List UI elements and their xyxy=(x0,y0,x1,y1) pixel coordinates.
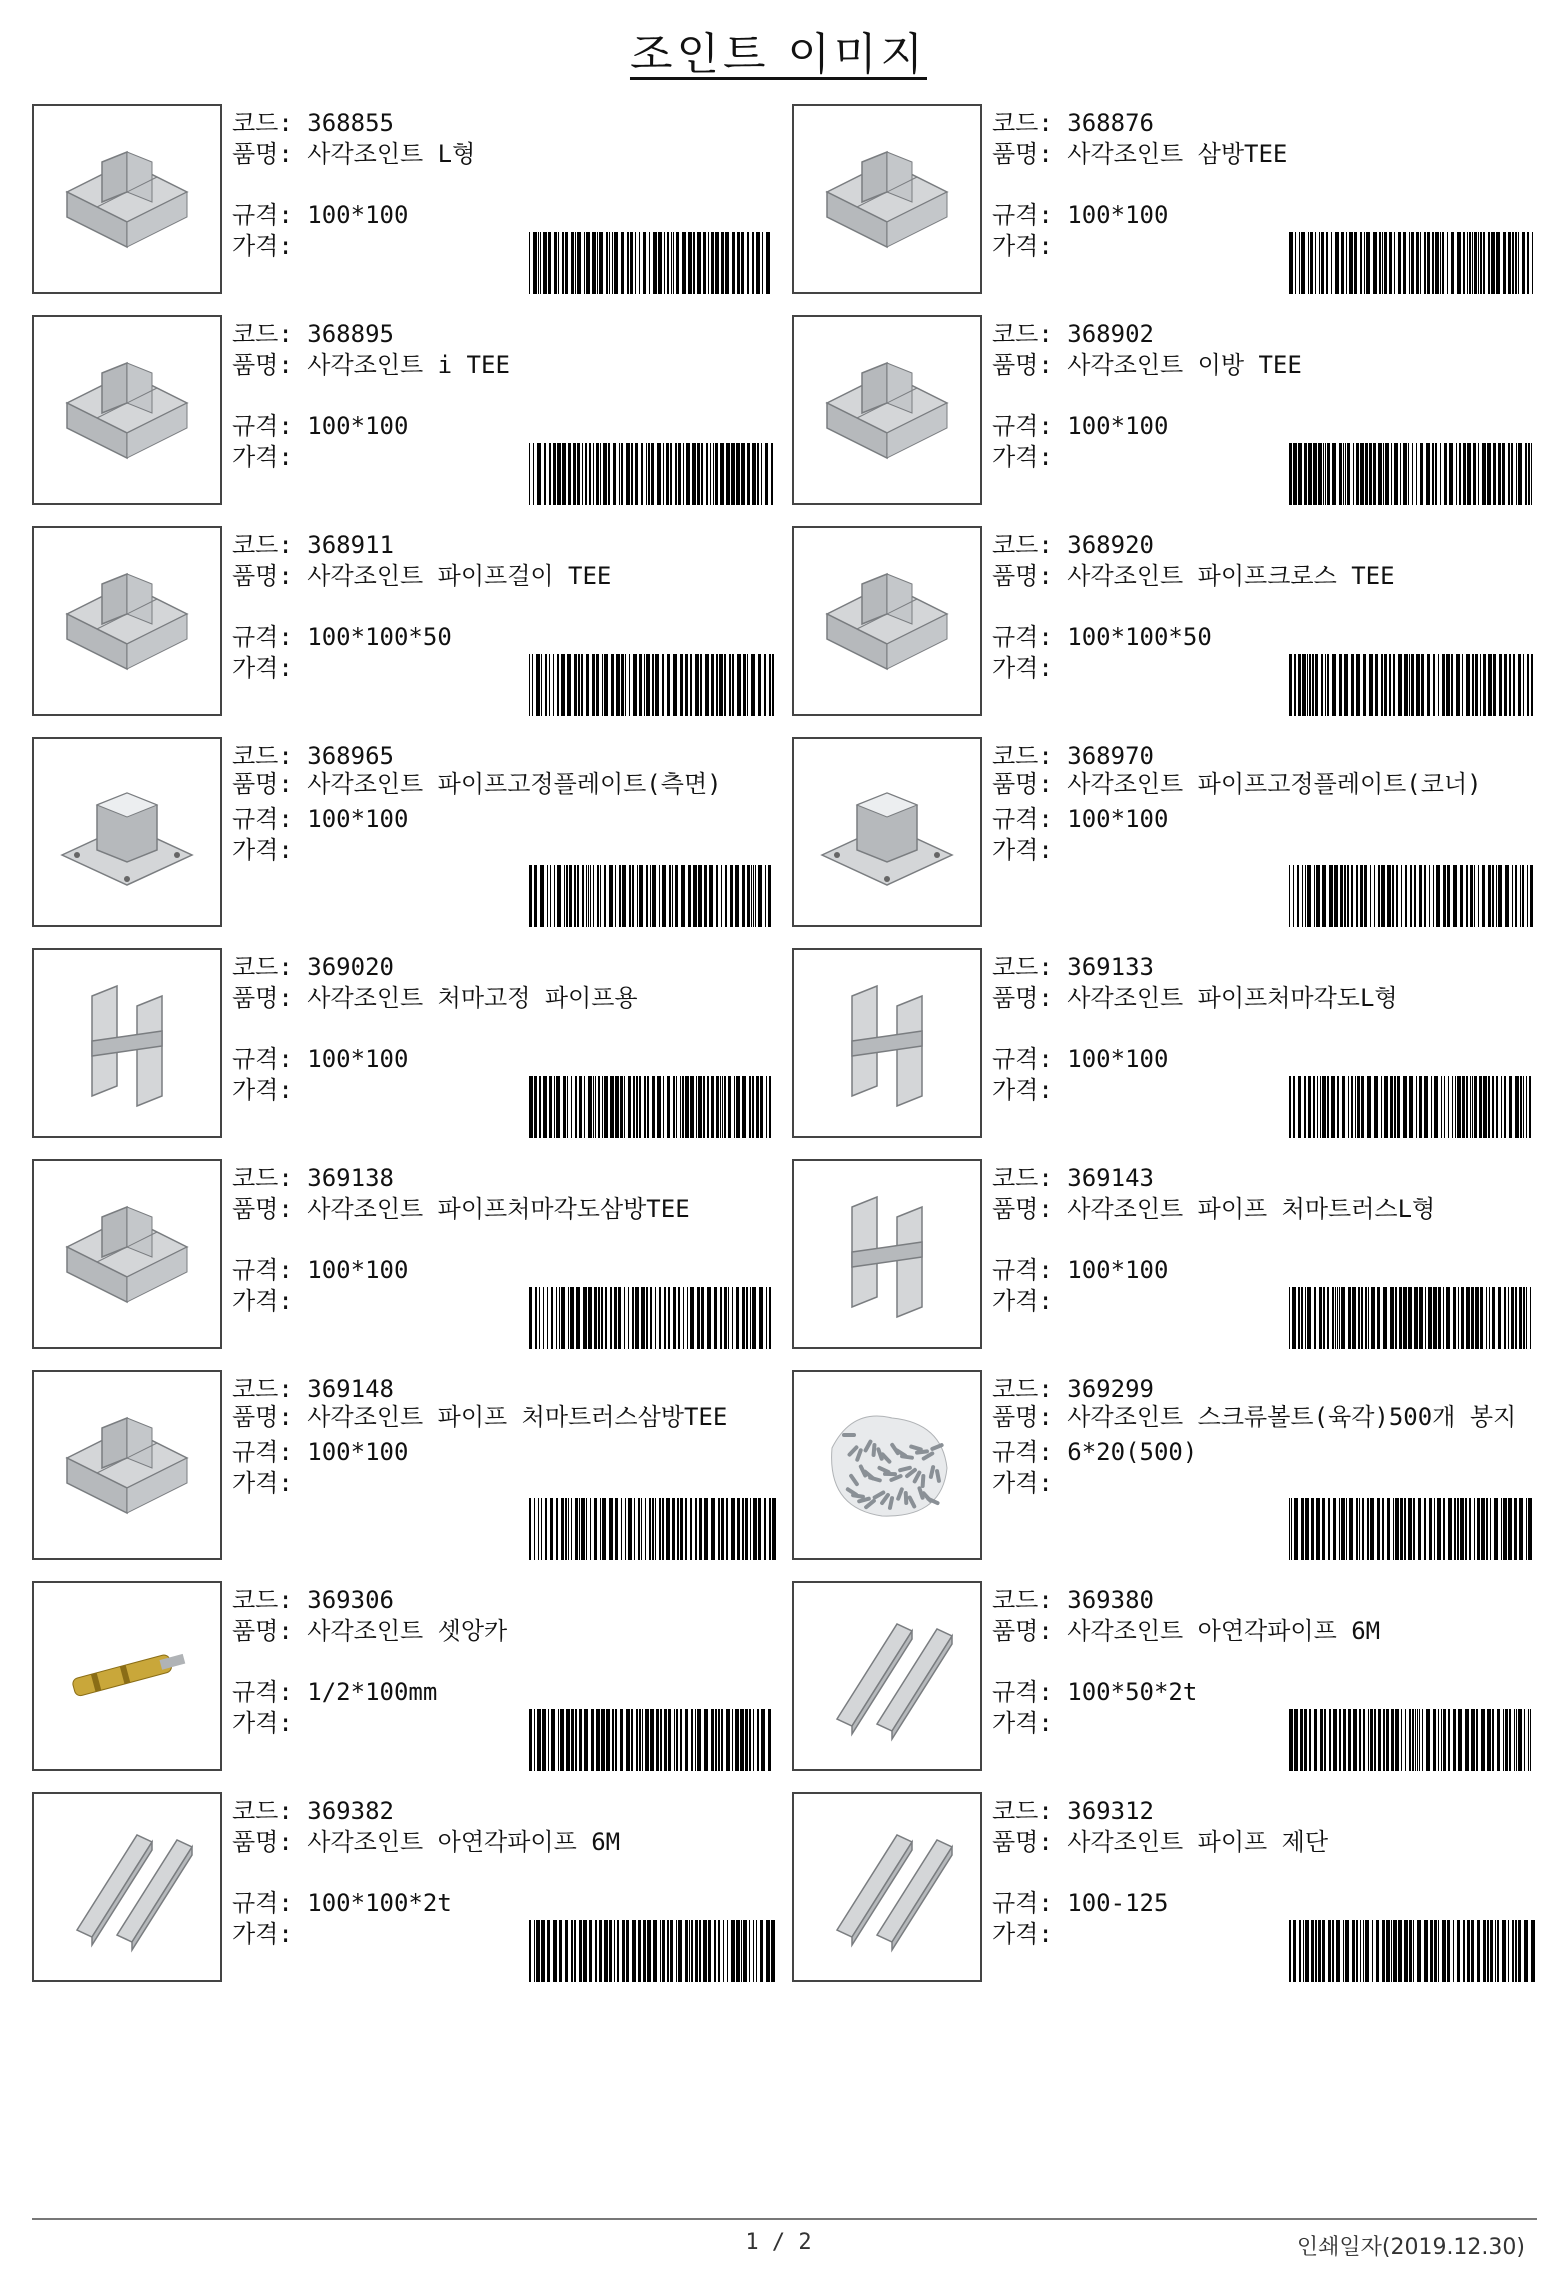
name-value: 사각조인트 파이프 처마트러스L형 xyxy=(1067,1195,1436,1223)
code-value: 368965 xyxy=(307,742,394,770)
spec-label: 규격: xyxy=(992,1438,1053,1466)
name-label: 품명: xyxy=(992,1828,1053,1856)
name-value: 사각조인트 파이프 제단 xyxy=(1067,1828,1329,1856)
spec-row xyxy=(992,1888,1537,1919)
product-card xyxy=(32,1370,777,1562)
set-anchor-icon xyxy=(52,1599,202,1753)
name-value: 사각조인트 셋앙카 xyxy=(307,1617,508,1645)
price-label: 가격: xyxy=(992,1287,1053,1315)
spec-value: 100-125 xyxy=(1067,1889,1169,1917)
spec-row xyxy=(232,1677,777,1708)
product-card xyxy=(792,315,1537,507)
footer-divider xyxy=(32,2218,1537,2220)
spec-label: 규격: xyxy=(232,1438,293,1466)
name-row xyxy=(232,983,777,1014)
product-image xyxy=(32,315,222,505)
price-label: 가격: xyxy=(232,836,293,864)
barcode xyxy=(1287,1287,1537,1349)
name-value: 사각조인트 처마고정 파이프용 xyxy=(307,984,638,1012)
name-row xyxy=(992,1405,1537,1429)
name-row xyxy=(232,1405,777,1429)
spec-label: 규격: xyxy=(992,1256,1053,1284)
screw-bag-icon xyxy=(812,1388,962,1542)
spec-row xyxy=(232,1437,777,1468)
code-value: 369133 xyxy=(1067,953,1154,981)
name-value: 사각조인트 파이프걸이 TEE xyxy=(307,562,612,590)
name-row xyxy=(232,561,777,592)
code-row xyxy=(992,1374,1537,1405)
spec-row xyxy=(992,200,1537,231)
price-label: 가격: xyxy=(232,1920,293,1948)
spec-row xyxy=(232,200,777,231)
spec-row xyxy=(232,1888,777,1919)
code-row xyxy=(992,530,1537,561)
price-row xyxy=(992,835,1537,866)
name-label: 품명: xyxy=(232,351,293,379)
spec-label: 규격: xyxy=(232,1678,293,1706)
three-way-tee-icon xyxy=(812,122,962,276)
name-label: 품명: xyxy=(232,770,293,798)
barcode xyxy=(527,1498,777,1560)
price-label: 가격: xyxy=(232,1469,293,1497)
spec-label: 규격: xyxy=(992,805,1053,833)
product-card xyxy=(32,315,777,507)
product-image xyxy=(792,1581,982,1771)
name-value: 사각조인트 이방 TEE xyxy=(1067,351,1302,379)
name-row xyxy=(232,139,777,170)
name-row xyxy=(232,772,777,796)
name-label: 품명: xyxy=(992,351,1053,379)
spec-value: 100*100*50 xyxy=(1067,623,1212,651)
name-value: 사각조인트 L형 xyxy=(307,140,476,168)
code-value: 368970 xyxy=(1067,742,1154,770)
spec-value: 100*100 xyxy=(307,201,409,229)
code-label: 코드: xyxy=(232,1164,293,1192)
code-label: 코드: xyxy=(992,1164,1053,1192)
spec-value: 6*20(500) xyxy=(1067,1438,1198,1466)
code-value: 369299 xyxy=(1067,1375,1154,1403)
name-value: 사각조인트 아연각파이프 6M xyxy=(1067,1617,1381,1645)
code-label: 코드: xyxy=(232,320,293,348)
name-value: 사각조인트 파이프크로스 TEE xyxy=(1067,562,1395,590)
barcode xyxy=(527,232,777,294)
spec-label: 규격: xyxy=(232,412,293,440)
name-row xyxy=(992,772,1537,796)
product-image xyxy=(792,526,982,716)
spec-label: 규격: xyxy=(232,1045,293,1073)
spec-row xyxy=(232,411,777,442)
name-row xyxy=(992,1827,1537,1858)
spec-label: 규격: xyxy=(232,1889,293,1917)
price-label: 가격: xyxy=(992,836,1053,864)
spec-row xyxy=(232,1044,777,1075)
name-value: 사각조인트 파이프고정플레이트(코너) xyxy=(1067,770,1482,798)
name-row xyxy=(992,1616,1537,1647)
l-joint-icon xyxy=(52,122,202,276)
barcode xyxy=(527,1709,777,1771)
code-row xyxy=(232,530,777,561)
code-row xyxy=(232,741,777,772)
name-label: 품명: xyxy=(992,140,1053,168)
spec-value: 100*50*2t xyxy=(1067,1678,1198,1706)
barcode xyxy=(1287,654,1537,716)
code-row xyxy=(232,1796,777,1827)
product-image xyxy=(32,104,222,294)
spec-value: 100*100 xyxy=(1067,1256,1169,1284)
spec-value: 1/2*100mm xyxy=(307,1678,438,1706)
page-title: 조인트 이미지 xyxy=(629,29,927,80)
code-label: 코드: xyxy=(992,1586,1053,1614)
barcode xyxy=(1287,1920,1537,1982)
price-label: 가격: xyxy=(232,443,293,471)
product-card xyxy=(792,948,1537,1140)
name-label: 품명: xyxy=(232,1195,293,1223)
code-value: 368895 xyxy=(307,320,394,348)
page-number: 1 / 2 xyxy=(745,2230,812,2255)
name-label: 품명: xyxy=(992,1403,1053,1431)
product-card xyxy=(792,526,1537,718)
price-label: 가격: xyxy=(992,1709,1053,1737)
price-label: 가격: xyxy=(232,1709,293,1737)
code-value: 369020 xyxy=(307,953,394,981)
product-image xyxy=(32,1581,222,1771)
code-value: 368902 xyxy=(1067,320,1154,348)
code-row xyxy=(992,952,1537,983)
price-row xyxy=(232,835,777,866)
product-image xyxy=(32,1792,222,1982)
name-label: 품명: xyxy=(992,1195,1053,1223)
spec-label: 규격: xyxy=(232,805,293,833)
spec-row xyxy=(992,1255,1537,1286)
product-image xyxy=(792,1792,982,1982)
fixing-plate-side-icon xyxy=(52,755,202,909)
price-label: 가격: xyxy=(992,1469,1053,1497)
code-value: 368855 xyxy=(307,109,394,137)
product-image xyxy=(792,737,982,927)
name-value: 사각조인트 스크류볼트(육각)500개 봉지 xyxy=(1067,1403,1517,1431)
code-row xyxy=(992,1163,1537,1194)
name-value: 사각조인트 파이프고정플레이트(측면) xyxy=(307,770,722,798)
price-label: 가격: xyxy=(992,443,1053,471)
product-image xyxy=(32,526,222,716)
code-value: 368920 xyxy=(1067,531,1154,559)
barcode xyxy=(527,1076,777,1138)
eaves-truss-tee-icon xyxy=(52,1388,202,1542)
barcode xyxy=(527,865,777,927)
name-label: 품명: xyxy=(232,1828,293,1856)
product-card xyxy=(32,1159,777,1351)
product-card xyxy=(32,1581,777,1773)
product-image xyxy=(32,1159,222,1349)
name-label: 품명: xyxy=(232,562,293,590)
barcode xyxy=(1287,1498,1537,1560)
name-row xyxy=(232,350,777,381)
price-label: 가격: xyxy=(232,1287,293,1315)
product-card xyxy=(792,104,1537,296)
code-value: 368911 xyxy=(307,531,394,559)
spec-value: 100*100 xyxy=(307,1256,409,1284)
code-value: 369138 xyxy=(307,1164,394,1192)
barcode xyxy=(527,443,777,505)
product-card xyxy=(792,1159,1537,1351)
code-value: 369380 xyxy=(1067,1586,1154,1614)
name-row xyxy=(232,1827,777,1858)
eaves-fix-icon xyxy=(52,966,202,1120)
eaves-angle-tee-icon xyxy=(52,1177,202,1331)
code-row xyxy=(992,319,1537,350)
spec-label: 규격: xyxy=(992,1889,1053,1917)
spec-value: 100*100 xyxy=(307,1438,409,1466)
name-label: 품명: xyxy=(992,562,1053,590)
product-image xyxy=(792,104,982,294)
spec-label: 규격: xyxy=(992,412,1053,440)
product-image xyxy=(32,948,222,1138)
price-row xyxy=(232,1468,777,1499)
name-row xyxy=(992,350,1537,381)
product-image xyxy=(32,1370,222,1560)
name-label: 품명: xyxy=(992,770,1053,798)
code-label: 코드: xyxy=(232,109,293,137)
name-label: 품명: xyxy=(232,140,293,168)
name-value: 사각조인트 i TEE xyxy=(307,351,510,379)
price-label: 가격: xyxy=(232,1076,293,1104)
product-image xyxy=(32,737,222,927)
code-value: 369148 xyxy=(307,1375,394,1403)
spec-row xyxy=(992,622,1537,653)
code-row xyxy=(992,741,1537,772)
product-card xyxy=(32,737,777,929)
name-value: 사각조인트 파이프 처마트러스삼방TEE xyxy=(307,1403,728,1431)
name-row xyxy=(992,139,1537,170)
spec-value: 100*100 xyxy=(307,805,409,833)
spec-value: 100*100*2t xyxy=(307,1889,452,1917)
product-image xyxy=(792,1370,982,1560)
eaves-truss-l-icon xyxy=(812,1177,962,1331)
barcode xyxy=(1287,865,1537,927)
code-row xyxy=(232,108,777,139)
code-label: 코드: xyxy=(992,531,1053,559)
product-card xyxy=(792,737,1537,929)
spec-row xyxy=(992,1437,1537,1468)
code-value: 368876 xyxy=(1067,109,1154,137)
spec-label: 규격: xyxy=(992,201,1053,229)
spec-value: 100*100 xyxy=(307,412,409,440)
code-row xyxy=(232,319,777,350)
barcode xyxy=(1287,1076,1537,1138)
code-label: 코드: xyxy=(232,953,293,981)
product-card xyxy=(32,104,777,296)
price-label: 가격: xyxy=(232,232,293,260)
name-row xyxy=(992,561,1537,592)
product-card xyxy=(792,1792,1537,1984)
product-card xyxy=(792,1370,1537,1562)
name-label: 품명: xyxy=(992,984,1053,1012)
two-way-tee-icon xyxy=(812,333,962,487)
barcode xyxy=(527,1920,777,1982)
code-label: 코드: xyxy=(992,109,1053,137)
code-row xyxy=(992,108,1537,139)
barcode xyxy=(527,654,777,716)
spec-value: 100*100 xyxy=(1067,412,1169,440)
pipe-cross-tee-icon xyxy=(812,544,962,698)
spec-value: 100*100 xyxy=(1067,201,1169,229)
price-label: 가격: xyxy=(992,232,1053,260)
code-row xyxy=(232,1163,777,1194)
barcode xyxy=(1287,1709,1537,1771)
name-value: 사각조인트 아연각파이프 6M xyxy=(307,1828,621,1856)
code-value: 369312 xyxy=(1067,1797,1154,1825)
code-label: 코드: xyxy=(992,742,1053,770)
code-row xyxy=(992,1796,1537,1827)
i-tee-icon xyxy=(52,333,202,487)
spec-value: 100*100*50 xyxy=(307,623,452,651)
name-label: 품명: xyxy=(232,984,293,1012)
name-row xyxy=(232,1616,777,1647)
barcode xyxy=(1287,443,1537,505)
code-label: 코드: xyxy=(232,1586,293,1614)
spec-row xyxy=(992,1677,1537,1708)
spec-label: 규격: xyxy=(232,201,293,229)
price-label: 가격: xyxy=(992,654,1053,682)
code-label: 코드: xyxy=(232,742,293,770)
name-label: 품명: xyxy=(232,1617,293,1645)
spec-row xyxy=(232,804,777,835)
product-card xyxy=(32,948,777,1140)
barcode xyxy=(1287,232,1537,294)
code-value: 369382 xyxy=(307,1797,394,1825)
spec-label: 규격: xyxy=(992,1678,1053,1706)
code-label: 코드: xyxy=(992,953,1053,981)
code-row xyxy=(992,1585,1537,1616)
name-value: 사각조인트 파이프처마각도L형 xyxy=(1067,984,1398,1012)
name-label: 품명: xyxy=(232,1403,293,1431)
code-value: 369143 xyxy=(1067,1164,1154,1192)
name-label: 품명: xyxy=(992,1617,1053,1645)
code-row xyxy=(232,952,777,983)
code-label: 코드: xyxy=(992,1375,1053,1403)
spec-label: 규격: xyxy=(232,1256,293,1284)
price-label: 가격: xyxy=(992,1076,1053,1104)
price-label: 가격: xyxy=(992,1920,1053,1948)
product-image xyxy=(792,1159,982,1349)
product-card xyxy=(792,1581,1537,1773)
spec-row xyxy=(232,1255,777,1286)
spec-row xyxy=(992,411,1537,442)
print-date: 인쇄일자(2019.12.30) xyxy=(1296,2235,1525,2260)
eaves-angle-l-icon xyxy=(812,966,962,1120)
price-label: 가격: xyxy=(232,654,293,682)
spec-label: 규격: xyxy=(992,1045,1053,1073)
spec-value: 100*100 xyxy=(307,1045,409,1073)
spec-row xyxy=(992,804,1537,835)
code-value: 369306 xyxy=(307,1586,394,1614)
code-label: 코드: xyxy=(992,320,1053,348)
name-value: 사각조인트 파이프처마각도삼방TEE xyxy=(307,1195,690,1223)
barcode xyxy=(527,1287,777,1349)
code-row xyxy=(232,1585,777,1616)
code-label: 코드: xyxy=(992,1797,1053,1825)
code-label: 코드: xyxy=(232,1375,293,1403)
code-row xyxy=(232,1374,777,1405)
spec-label: 규격: xyxy=(992,623,1053,651)
spec-row xyxy=(232,622,777,653)
product-card xyxy=(32,526,777,718)
product-image xyxy=(792,948,982,1138)
name-value: 사각조인트 삼방TEE xyxy=(1067,140,1288,168)
spec-row xyxy=(992,1044,1537,1075)
pipe-hanger-tee-icon xyxy=(52,544,202,698)
name-row xyxy=(992,1194,1537,1225)
spec-label: 규격: xyxy=(232,623,293,651)
square-pipe-icon xyxy=(52,1810,202,1964)
square-pipe-icon xyxy=(812,1810,962,1964)
name-row xyxy=(232,1194,777,1225)
code-label: 코드: xyxy=(232,1797,293,1825)
product-card xyxy=(32,1792,777,1984)
spec-value: 100*100 xyxy=(1067,805,1169,833)
square-pipe-icon xyxy=(812,1599,962,1753)
fixing-plate-corner-icon xyxy=(812,755,962,909)
spec-value: 100*100 xyxy=(1067,1045,1169,1073)
name-row xyxy=(992,983,1537,1014)
price-row xyxy=(992,1468,1537,1499)
product-image xyxy=(792,315,982,505)
code-label: 코드: xyxy=(232,531,293,559)
